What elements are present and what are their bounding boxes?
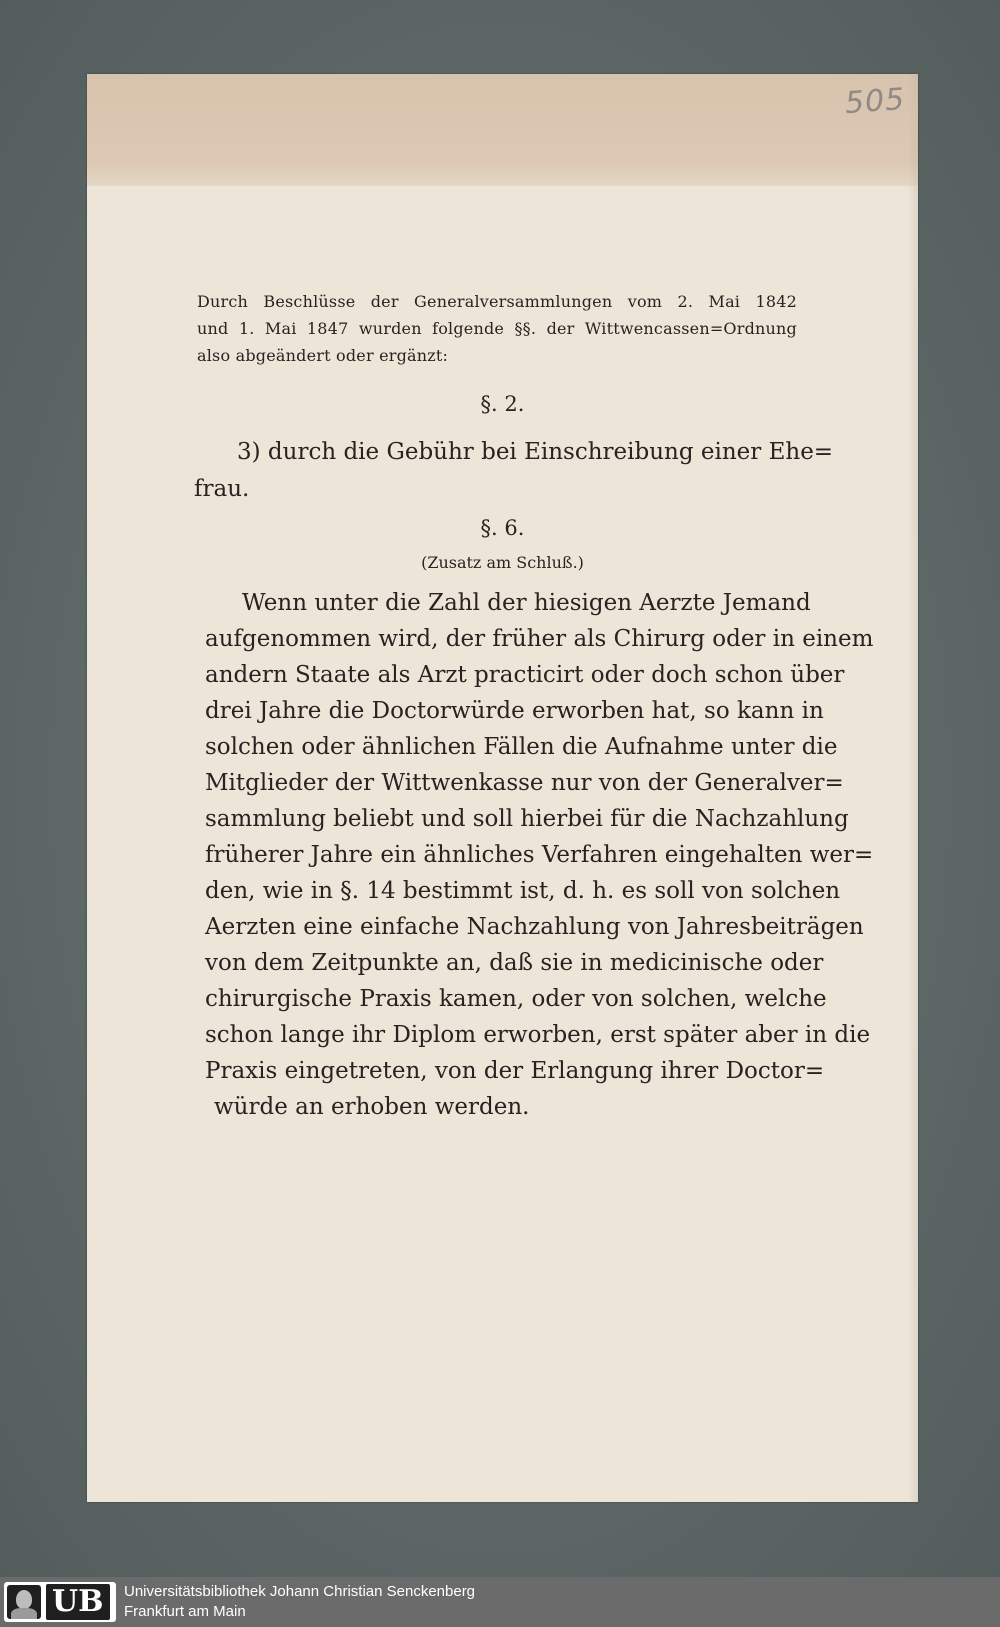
section-6-line-9: den, wie in §. 14 bestimmt ist, d. h. es soll von solchen [205,878,841,904]
ub-logo-text: UB [46,1584,110,1620]
section-6-line-1: Wenn unter die Zahl der hiesigen Aerzte Jemand [242,590,811,616]
footer-library-city: Frankfurt am Main [124,1603,246,1620]
section-6-line-2: aufgenommen wird, der früher als Chirurg oder in einem [205,626,874,652]
footer-library-name: Universitätsbibliothek Johann Christian Senckenberg [124,1583,476,1600]
section-2-line-2: frau. [194,476,250,502]
section-6-line-15: würde an erhoben werden. [214,1094,530,1120]
document-page [87,74,918,1502]
page-edge [908,74,918,1502]
section-6-line-7: sammlung beliebt und soll hierbei für die Nachzahlung [205,806,849,832]
section-2-line-1: 3) durch die Gebühr bei Einschreibung einer Ehe= [237,439,834,465]
section-6-line-3: andern Staate als Arzt practicirt oder doch schon über [205,662,845,688]
section-6-line-13: schon lange ihr Diplom erworben, erst später aber in die [205,1022,871,1048]
section-6-line-4: drei Jahre die Doctorwürde erworben hat, so kann in [205,698,824,724]
section-6-line-10: Aerzten eine einfache Nachzahlung von Jahresbeiträgen [205,914,864,940]
section-6-line-14: Praxis eingetreten, von der Erlangung ihrer Doctor= [205,1058,825,1084]
intro-line-3: also abgeändert oder ergänzt: [197,346,449,365]
section-6-line-6: Mitglieder der Wittwenkasse nur von der Generalver= [205,770,844,796]
section-6-line-12: chirurgische Praxis kamen, oder von solchen, welche [205,986,827,1012]
section-6-line-11: von dem Zeitpunkte an, daß sie in medicinische oder [205,950,824,976]
senckenberg-portrait-icon [7,1585,41,1619]
ub-logo[interactable] [4,1582,116,1622]
pencil-page-number: 505 [843,81,907,122]
intro-line-1: Durch Beschlüsse der Generalversammlungen vom 2. Mai 1842 [197,292,797,311]
section-6-line-5: solchen oder ähnlichen Fällen die Aufnahme unter die [205,734,838,760]
library-footer [0,1577,1000,1627]
page-top-discoloration [87,74,918,186]
section-6-line-8: früherer Jahre ein ähnliches Verfahren eingehalten wer= [205,842,874,868]
section-6-subheading: (Zusatz am Schluß.) [421,553,584,572]
section-6-heading: §. 6. [480,516,525,540]
section-2-heading: §. 2. [480,392,525,416]
intro-line-2: und 1. Mai 1847 wurden folgende §§. der Wittwencassen=Ordnung [197,319,797,338]
